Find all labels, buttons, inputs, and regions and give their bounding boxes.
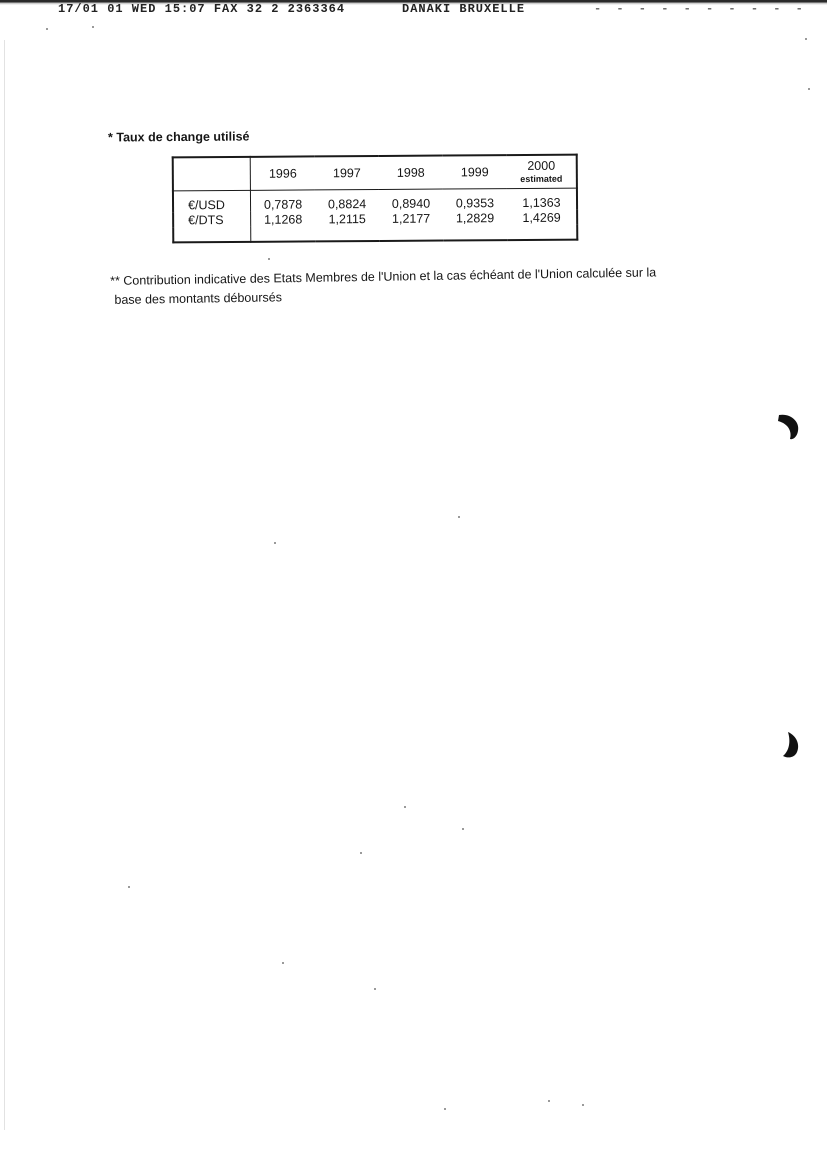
table-corner-cell bbox=[173, 157, 251, 191]
scan-speck bbox=[374, 988, 376, 990]
fax-header-left: 17/01 01 WED 15:07 FAX 32 2 2363364 bbox=[58, 2, 346, 16]
eur-usd-1996: 0,7878 bbox=[263, 197, 303, 212]
fax-header-right: - - - - - - - - - - bbox=[594, 2, 807, 16]
contribution-note-line-1: ** Contribution indicative des Etats Membres de l'Union et la cas échéant de l'Union calculée sur la bbox=[110, 265, 657, 288]
table-header-row bbox=[173, 155, 577, 191]
row-label-eur-usd: €/USD bbox=[173, 190, 251, 212]
eur-usd-1998: 0,8940 bbox=[391, 196, 431, 211]
eur-usd-1999: 0,9353 bbox=[455, 195, 495, 210]
eur-dts-1999: 1,2829 bbox=[455, 210, 495, 225]
scan-speck bbox=[458, 516, 460, 518]
year-header-1998: 1998 bbox=[379, 156, 443, 190]
table-padding-row bbox=[173, 225, 577, 243]
scan-speck bbox=[92, 26, 94, 28]
eur-usd-1997: 0,8824 bbox=[327, 196, 367, 211]
scan-speck bbox=[46, 28, 48, 30]
exchange-rate-table bbox=[172, 154, 579, 244]
exchange-rate-note-title: * Taux de change utilisé bbox=[107, 129, 250, 145]
row-label-eur-dts: €/DTS bbox=[173, 212, 251, 228]
scan-speck bbox=[582, 1104, 584, 1106]
scan-left-edge bbox=[4, 40, 5, 1130]
scan-speck bbox=[268, 258, 270, 260]
punch-hole-mark-lower bbox=[778, 730, 804, 760]
table-row-eur-usd bbox=[173, 188, 577, 212]
eur-dts-2000: 1,4269 bbox=[522, 210, 561, 225]
scan-speck bbox=[404, 806, 406, 808]
year-header-2000-label: 2000 bbox=[527, 158, 556, 173]
scan-speck bbox=[282, 962, 284, 964]
eur-dts-1998: 1,2177 bbox=[391, 211, 431, 226]
punch-hole-mark-upper bbox=[775, 412, 801, 442]
scan-speck bbox=[128, 886, 130, 888]
scan-speck bbox=[360, 852, 362, 854]
scan-speck bbox=[805, 38, 807, 40]
fax-header bbox=[58, 2, 807, 23]
scan-speck bbox=[548, 1100, 550, 1102]
year-header-1997: 1997 bbox=[315, 156, 379, 190]
year-header-1996: 1996 bbox=[250, 156, 315, 190]
scan-speck bbox=[462, 828, 464, 830]
contribution-note bbox=[110, 263, 657, 310]
eur-usd-2000: 1,1363 bbox=[522, 195, 561, 210]
eur-dts-1996: 1,1268 bbox=[264, 212, 303, 227]
year-header-2000 bbox=[507, 155, 577, 189]
scan-speck bbox=[808, 88, 810, 90]
scan-speck bbox=[444, 1108, 446, 1110]
year-header-1999: 1999 bbox=[443, 155, 507, 189]
scan-speck bbox=[274, 542, 276, 544]
eur-dts-1997: 1,2115 bbox=[328, 211, 366, 226]
estimated-note: estimated bbox=[520, 173, 563, 184]
contribution-note-line-2: base des montants déboursés bbox=[114, 290, 282, 307]
fax-header-middle: DANAKI BRUXELLE bbox=[402, 2, 526, 16]
